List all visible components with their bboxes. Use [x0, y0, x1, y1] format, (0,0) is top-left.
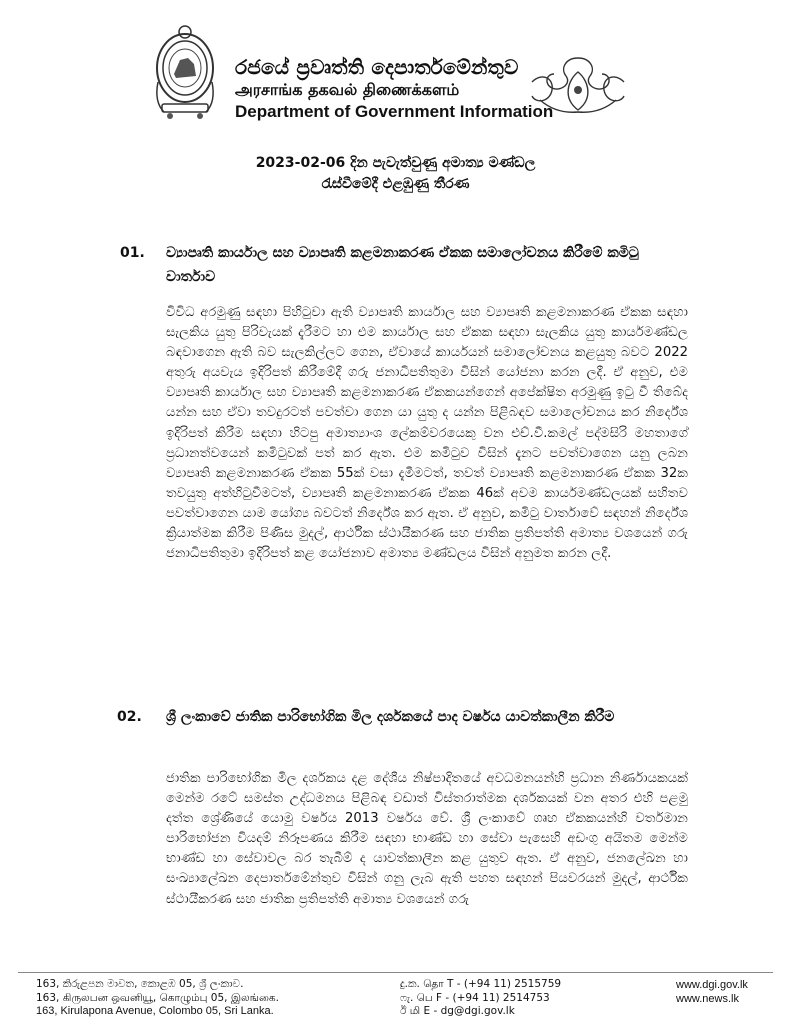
document-heading: [0, 153, 791, 195]
item-paragraph: විවිධ අරමුණු සඳහා පිහිටුවා ඇති ව්‍යාපෘති කාර්යාල සහ ව්‍යාපෘති කළමනාකරණ ඒකක සඳහා සැලකිය යුතු පිරිවැයක් දැරීමට හා එම කාර්යාල සහ ඒකක සඳහා සැලකිය යුතු කාර්යමණ්ඩල බඳවාගෙන ඇති බව සැලකිල්ලට ගෙන, ඒවායේ කාර්යයන් සමාලෝචනය කළයුතු බවට 2022 අතුරු අයවැය ඉදිරිපත් කිරීමේදී ගරු ජනාධිපතිතුමා විසින් යෝජනා කරන ලදී. ඒ අනුව, එම ව්‍යාපෘති කාර්යාල සහ ව්‍යාපෘති කළමනාකරණ ඒකකයන්ගෙන් අපේක්ෂිත අරමුණු ඉටු වී තිබේද යන්න සහ ඒවා තවදුරටත් පවත්වා ගෙන යා යුතු ද යන්න පිළිබඳව සමාලෝචනය කර නිර්දේශ ඉදිරිපත් කිරීම සඳහා හිටපු අමාත්‍යාංශ ලේකම්වරයෙකු වන එච්.වී.කමල් පද්මසිරි මහතාගේ ප්‍රධානත්වයෙන් කමිටුවක් පත් කර ඇත. එම කමිටුව විසින් දැනට පවත්වාගෙන යනු ලබන ව්‍යාපෘති කළමනාකරණ ඒකක 55ක් වසා දැමීමටත්, තවත් ව්‍යාපෘති කළමනාකරණ ඒකක 32ක තවයුතු අත්හිටුවීමටත්, ව්‍යාපෘති කළමනාකරණ ඒකක 46ක් අවම කාර්යමණ්ඩලයක් සහිතව පවත්වාගෙන යාම යෝග්‍ය බවටත් නිර්දේශ කර ඇත. ඒ අනුව, කමිටු වාර්තාවේ සඳහන් නිර්දේශ ක්‍රියාත්මක කිරීම පිණිස මුදල්, ආර්ථික ස්ථායීකරණ සහ ජාතික ප්‍රතිපත්ති අමාත්‍ය වශයෙන් ගරු ජනාධිපතිතුමා ඉදිරිපත් කළ යෝජනාව අමාත්‍ය මණ්ඩලය විසින් අනුමත කරන ලදී.: [166, 305, 688, 562]
footer-websites: [676, 978, 748, 1006]
dept-name-english: Department of Government Information: [235, 102, 554, 121]
address-sinhala: 163, කිරුළපන මාවත, කොළඹ 05, ශ්‍රී ලංකාව.: [36, 978, 244, 990]
item-title: ශ්‍රී ලංකාවේ ජාතික පාරිභෝගික මිල දර්ශකයේ පාද වර්ෂය යාවත්කාලීන කිරීම: [166, 709, 615, 725]
footer-divider: [18, 972, 773, 973]
item-paragraph: ජාතික පාරිභෝගික මිල දර්ශකය දළ දේශීය නිෂ්පාදිතයේ අවධමනයන්හි ප්‍රධාන නිර්ණායකයක් මෙන්ම රටේ සමස්ත උද්ධමනය පිළිබඳ වඩාත් විස්තරාත්මක දර්ශකයක් වන අතර එහි පළමු දත්ත ශ්‍රේණියේ යොමු වර්ෂය 2013 වර්ෂය වේ. ශ්‍රී ලංකාවේ ගෘහ ඒකකයන්හි වර්තමාන පාරිභෝජන වියදම් නිරූපණය කිරීම සඳහා භාණ්ඩ හා සේවා පැසෙහි අඩංගු අයිතම මෙන්ම භාණ්ඩ හා සේවාවල බර තැබීම් ද යාවත්කාලීන කළ යුතුව ඇත. ඒ අනුව, ජනලේඛන හා සංඛ්‍යාලේඛන දෙපාර්තමේන්තුව විසින් ගනු ලැබ ඇති පහත සඳහන් පියවරයන් මුදල්, ආර්ථික ස්ථායීකරණ සහ ජාතික ප්‍රතිපත්ති අමාත්‍ය වශයෙන් ගරු: [166, 771, 688, 907]
footer-contacts: [400, 978, 561, 1019]
address-tamil: 163, கிருலபன ஒவனியூ, கொழும்பு 05, இலங்கை.: [36, 991, 279, 1004]
department-name: [235, 55, 553, 123]
heading-line-2: රැස්වීමේදී එළඹුණු තීරණ: [321, 176, 470, 192]
item-number: 02.: [117, 709, 142, 725]
address-english: 163, Kirulapona Avenue, Colombo 05, Sri Lanka.: [36, 1005, 274, 1017]
dept-name-sinhala: රජයේ ප්‍රවෘත්ති දෙපාර්තමේන්තුව: [235, 55, 519, 79]
dept-name-tamil: அரசாங்க தகவல் திணைக்களம்: [235, 80, 460, 99]
swan-ornament-icon: [526, 52, 630, 116]
email-link[interactable]: ඊ மி E - dg@dgi.gov.lk: [400, 1005, 515, 1017]
website-link-news[interactable]: www.news.lk: [676, 993, 739, 1005]
fax-number: ෆැ. பெ F - (+94 11) 2514753: [400, 991, 550, 1004]
letterhead: [0, 0, 791, 140]
website-link-dgi[interactable]: www.dgi.gov.lk: [676, 979, 748, 991]
phone-number: දු.ක. தொ T - (+94 11) 2515759: [400, 978, 562, 990]
item-number: 01.: [120, 245, 145, 261]
sri-lanka-emblem-icon: [150, 22, 220, 122]
footer-address: [36, 978, 279, 1019]
heading-line-1: 2023-02-06 දින පැවැත්වුණු අමාත්‍ය මණ්ඩල: [255, 155, 536, 171]
item-title: ව්‍යාපෘති කාර්යාල සහ ව්‍යාපෘති කළමනාකරණ ඒකක සමාලෝචනය කිරීමේ කමිටු වාර්තාව: [166, 245, 639, 285]
